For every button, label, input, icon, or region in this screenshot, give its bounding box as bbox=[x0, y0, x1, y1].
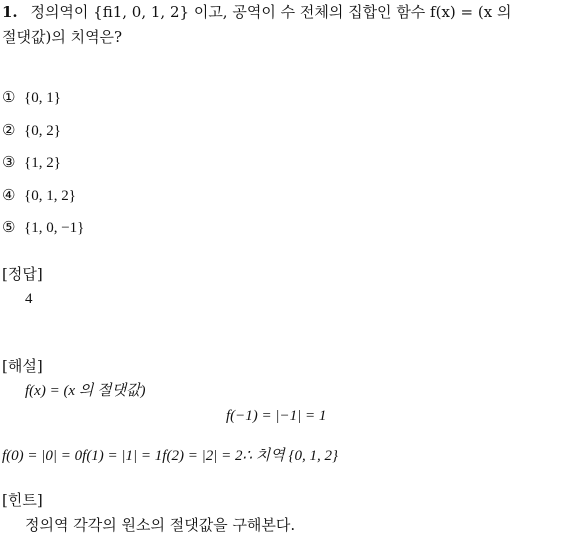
choice-text: {0, 2} bbox=[24, 122, 61, 139]
choice-number: ① bbox=[2, 88, 16, 106]
question-number: 1. bbox=[2, 3, 18, 21]
choice-item bbox=[2, 87, 61, 108]
choice-item bbox=[2, 217, 84, 238]
hint-label: [힌트] bbox=[2, 491, 43, 509]
explanation-line-2: f(−1) = |−1| = 1 bbox=[226, 408, 327, 424]
choice-number: ③ bbox=[2, 153, 16, 171]
choice-text: {0, 1} bbox=[24, 90, 61, 106]
choice-number: ⑤ bbox=[2, 218, 16, 236]
question-line-1 bbox=[2, 2, 511, 22]
answer-value: 4 bbox=[25, 291, 33, 307]
explanation-line-3: f(0) = |0| = 0f(1) = |1| = 1f(2) = |2| = 2∴ 치역 {0, 1, 2} bbox=[2, 448, 338, 464]
choice-text: {0, 1, 2} bbox=[24, 187, 76, 204]
question-text-1: 정의역이 {ﬁ1, 0, 1, 2} 이고, 공역이 수 전체의 집합인 함수 f(x) = (x 의 bbox=[30, 3, 512, 21]
choice-number: ② bbox=[2, 120, 16, 139]
choice-number: ④ bbox=[2, 185, 16, 204]
choice-item bbox=[2, 120, 61, 141]
explanation-label: [해설] bbox=[2, 357, 43, 375]
choice-text: {1, 2} bbox=[24, 155, 61, 171]
hint-text: 정의역 각각의 원소의 절댓값을 구해본다. bbox=[25, 516, 296, 534]
answer-label: [정답] bbox=[2, 265, 43, 283]
choice-item bbox=[2, 152, 61, 173]
choice-text: {1, 0, −1} bbox=[24, 220, 85, 236]
choice-item bbox=[2, 185, 76, 206]
explanation-line-1: f(x) = (x 의 절댓값) bbox=[25, 383, 146, 399]
question-line-2: 절댓값)의 치역은? bbox=[2, 28, 123, 46]
